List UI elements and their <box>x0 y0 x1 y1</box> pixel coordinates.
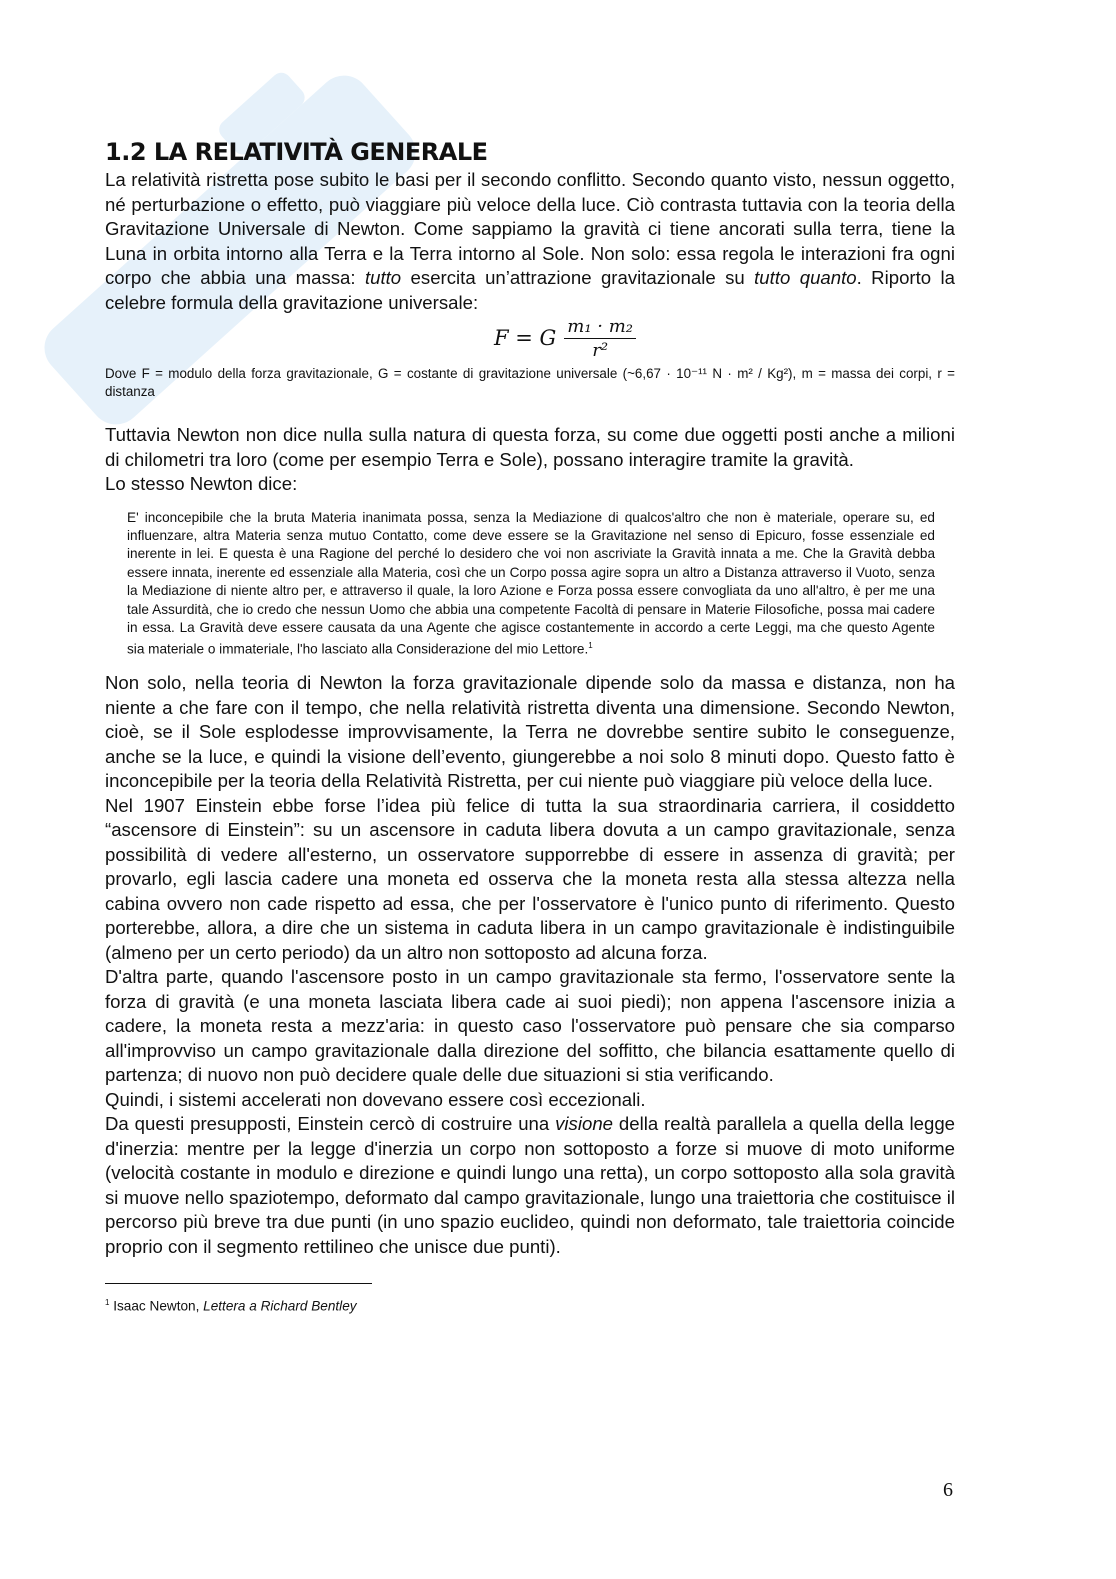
section-heading: 1.2 LA RELATIVITÀ GENERALE <box>105 138 488 166</box>
footnote-ref[interactable]: 1 <box>588 641 593 651</box>
paragraph: Nel 1907 Einstein ebbe forse l’idea più felice di tutta la sua straordinaria carriera, il cosiddetto “ascensore di Einstein”: su un ascensore in caduta libera dovuta a un campo gravitazionale, senza possibilità di vedere all'esterno, un osservatore supporrebbe di essere in assenza di gravità; per provarlo, egli lascia cadere una moneta ed osserva che la moneta resta alla stessa altezza nella cabina ovvero non cade rispetto ad essa, che per l'osservatore è l'unico punto di riferimento. Questo porterebbe, allora, a dire che un sistema in caduta libera in un campo gravitazionale è indistinguibile (almeno per un certo periodo) da un altro non sottoposto ad alcuna forza. <box>105 794 955 963</box>
footnote <box>105 1294 955 1316</box>
paragraph-intro <box>105 168 955 315</box>
block-quote <box>127 509 935 660</box>
page-number: 6 <box>943 1479 953 1501</box>
text: . Riporto la celebre formula della gravitazione universale: <box>105 267 955 313</box>
paragraph: D'altra parte, quando l'ascensore posto in un campo gravitazionale sta fermo, l'osservatore sente la forza di gravità (e una moneta lasciata libera cade ai suoi piedi); non appena l'ascensore inizia a cadere, la moneta resta a mezz'aria: in questo caso l'osservatore può pensare che sia comparso all'improvviso un campo gravitazionale dalla direzione del soffitto, che bilancia esattamente quello di partenza; di nuovo non può decidere quale delle due situazioni si stia verificando. <box>105 966 955 1086</box>
emphasis: tutto quanto <box>754 267 857 288</box>
footnote-separator <box>105 1283 372 1284</box>
text: La relatività ristretta pose subito le basi per il secondo conflitto. Secondo quanto visto, nessun oggetto, né perturbazione o effetto, può viaggiare più veloce della luce. Ciò contrasta tuttavia con la teoria della Gravitazione Universale di Newton. Come sappiamo la gravità ci tiene ancorati sulla terra, tiene la Luna in orbita intorno alla Terra e la Terra intorno al Sole. Non solo: essa regola le interazioni fra ogni corpo che abbia una massa: <box>105 169 955 288</box>
formula-lhs: F = G <box>493 326 557 350</box>
footnote-title: Lettera a Richard Bentley <box>203 1298 357 1314</box>
text: della realtà parallela a quella della legge d'inerzia: mentre per la legge d'inerzia un corpo non sottoposto a forze si muove di moto uniforme (velocità costante in modulo e direzione e quindi lungo una retta), un corpo sottoposto alla sola gravità si muove nello spaziotempo, deformato dal campo gravitazionale, lungo una traiettoria che costituisce il percorso più breve tra due punti (in uno spazio euclideo, quindi non deformato, tale traiettoria coincide proprio con il segmento rettilineo che unisce due punti). <box>105 1113 955 1257</box>
document-page <box>105 138 955 1316</box>
formula-denominator: r² <box>592 339 609 361</box>
text: Da questi presupposti, Einstein cercò di costruire una <box>105 1113 556 1135</box>
footnote-author: Isaac Newton, <box>113 1298 204 1314</box>
gravitation-formula <box>175 315 955 361</box>
emphasis: tutto <box>364 267 402 288</box>
paragraph: Tuttavia Newton non dice nulla sulla natura di questa forza, su come due oggetti posti anche a milioni di chilometri tra loro (come per esempio Terra e Sole), possano interagire tramite la gravità. <box>105 424 955 470</box>
formula-numerator: m₁ · m₂ <box>564 316 636 339</box>
footnote-number: 1 <box>105 1298 110 1308</box>
text: esercita un’attrazione gravitazionale su <box>401 267 755 288</box>
formula-caption: Dove F = modulo della forza gravitazionale, G = costante di gravitazione universale (~6,67 · 10⁻¹¹ N · m² / Kg²), m = massa dei corpi, r = distanza <box>105 366 955 399</box>
paragraph <box>105 1112 955 1259</box>
paragraph: Lo stesso Newton dice: <box>105 473 298 494</box>
quote-text: E' inconcepibile che la bruta Materia inanimata possa, senza la Mediazione di qualcos'altro che non è materiale, operare su, ed influenzare, altra Materia senza mutuo Contatto, come deve essere se la Gravitazione nel senso di Epicuro, fosse essenziale ed inerente in lei. E questa è una Ragione del perché lo desidero che voi non ascriviate la Gravità innata a me. Che la Gravità debba essere innata, inerente ed essenziale alla Materia, così che un Corpo possa agire sopra un altro a Distanza attraverso il Vuoto, senza la Mediazione di niente altro per, e attraverso il quale, la loro Azione e Forza possa essere convogliata da uno all'altro, è per me una tale Assurdità, che io credo che nessun Uomo che abbia una competente Facoltà di pensare in Materie Filosofiche, possa mai cadere in essa. La Gravità deve essere causata da una Agente che agisce costantemente in accordo a certe Leggi, ma che questo Agente sia materiale o immateriale, l'ho lasciato alla Considerazione del mio Lettore. <box>127 509 935 657</box>
paragraph: Quindi, i sistemi accelerati non dovevano essere così eccezionali. <box>105 1088 646 1110</box>
paragraph: Non solo, nella teoria di Newton la forza gravitazionale dipende solo da massa e distanza, non ha niente a che fare con il tempo, che nella relatività ristretta diventa una dimensione. Secondo Newton, cioè, se il Sole esplodesse improvvisamente, la Terra ne dovrebbe sentire subito le conseguenze, anche se la luce, e quindi la visione dell’evento, giungerebbe a noi solo 8 minuti dopo. Questo fatto è inconcepibile per la teoria della Relatività Ristretta, per cui niente può viaggiare più veloce della luce. <box>105 672 955 792</box>
formula-fraction <box>564 316 636 361</box>
emphasis: visione <box>555 1113 614 1135</box>
